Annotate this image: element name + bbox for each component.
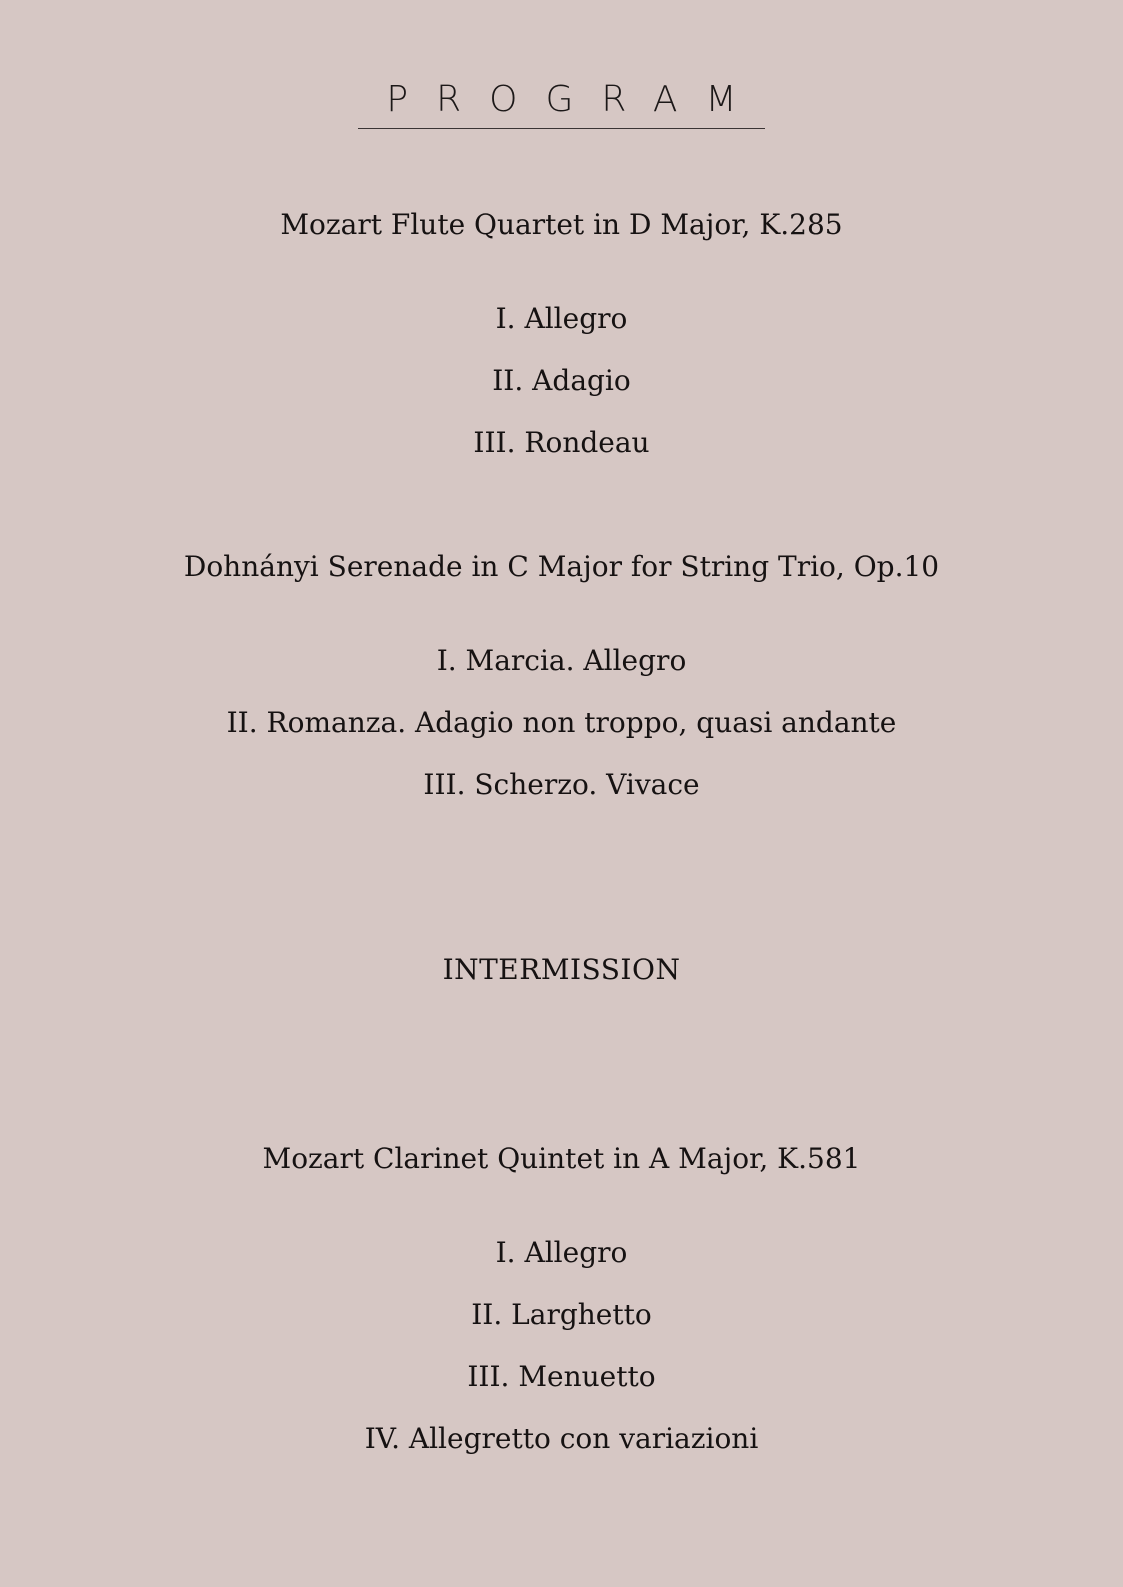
movement-item: I. Marcia. Allegro	[436, 644, 687, 677]
movement-item: I. Allegro	[495, 302, 628, 335]
work-title: Mozart Flute Quartet in D Major, K.285	[280, 208, 843, 241]
movement-item: IV. Allegretto con variazioni	[364, 1422, 759, 1455]
movement-item: III. Scherzo. Vivace	[423, 768, 700, 801]
movement-item: II. Romanza. Adagio non troppo, quasi andante	[226, 706, 897, 739]
movement-item: I. Allegro	[495, 1236, 628, 1269]
program-title: PROGRAM	[358, 76, 764, 129]
movement-item: III. Menuetto	[467, 1360, 656, 1393]
work-title: Dohnányi Serenade in C Major for String Trio, Op.10	[183, 550, 940, 583]
movement-item: III. Rondeau	[473, 426, 650, 459]
intermission-label: INTERMISSION	[442, 953, 681, 986]
movement-item: II. Adagio	[492, 364, 631, 397]
title-container	[0, 76, 1123, 129]
movement-item: II. Larghetto	[471, 1298, 652, 1331]
work-title: Mozart Clarinet Quintet in A Major, K.581	[262, 1142, 861, 1175]
